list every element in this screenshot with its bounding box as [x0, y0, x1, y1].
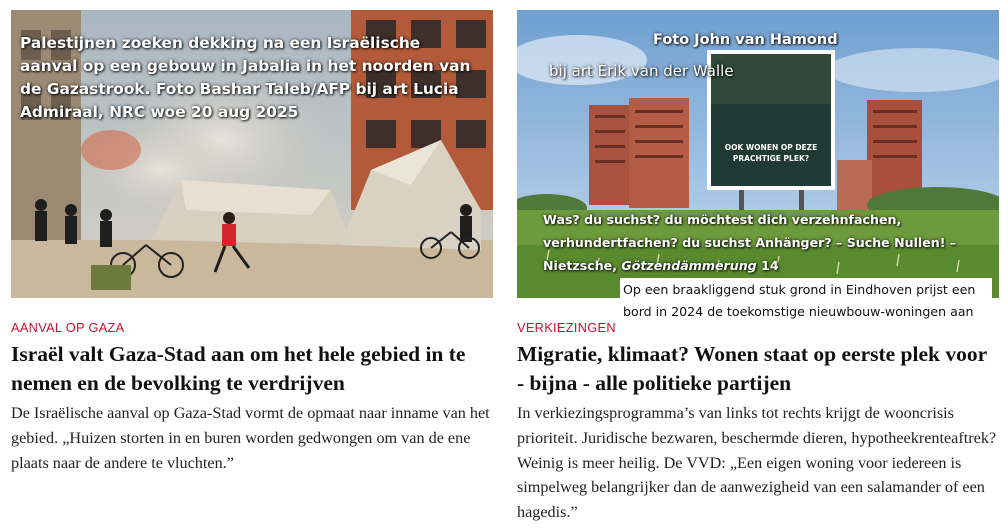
quote-work-title: Götzendämmerung: [621, 258, 757, 273]
photo-byline: bij art Erik van der Walle: [549, 62, 734, 80]
photo-caption-box: Op een braakliggend stuk grond in Eindhoven prijst een bord in 2024 de toekomstige nieuwbouw-woningen aan: [620, 278, 992, 324]
section-label[interactable]: AANVAL OP GAZA: [11, 320, 125, 335]
billboard-line-2: PRACHTIGE PLEK?: [732, 154, 810, 163]
section-label[interactable]: VERKIEZINGEN: [517, 320, 616, 335]
photo-caption: Palestijnen zoeken dekking na een Israëlische aanval op een gebouw in Jabalia in het noorden van de Gazastrook. Foto Bashar Taleb/AFP bij art Lucia Admiraal, NRC woe 20 aug 2025: [20, 34, 471, 121]
quote-text: Was? du suchst? du möchtest dich verzehnfachen, verhundertfachen? du suchst Anhänger? – Suche Nullen! – Nietzsche,: [543, 212, 957, 273]
article-summary: De Israëlische aanval op Gaza-Stad vormt de opmaat naar inname van het gebied. „Huizen storten in en buren worden gedwongen om van de ene plaats naar de andere te vluchten.”: [11, 404, 490, 472]
billboard-line-1: OOK WONEN OP DEZE: [724, 143, 818, 152]
photo-credit: Foto John van Hamond: [653, 32, 838, 48]
article-photo-eindhoven[interactable]: [517, 10, 999, 298]
quote-page: 14: [756, 258, 779, 273]
nietzsche-quote: [543, 208, 973, 277]
article-summary: In verkiezingsprogramma’s van links tot rechts krijgt de wooncrisis prioriteit. Juridische bezwaren, beschermde dieren, hypotheekrenteaftrek? Weinig is meer heilig. De VVD: „Een eigen woning voor iedereen is simpelweg belangrijker dan de aanwezigheid van een salamander of een hagedis.”: [517, 404, 997, 522]
article-headline[interactable]: Israël valt Gaza-Stad aan om het hele gebied in te nemen en de bevolking te verdrijven: [11, 342, 466, 395]
article-headline[interactable]: Migratie, klimaat? Wonen staat op eerste plek voor - bijna - alle politieke partijen: [517, 342, 987, 395]
article-photo-gaza[interactable]: [11, 10, 493, 298]
